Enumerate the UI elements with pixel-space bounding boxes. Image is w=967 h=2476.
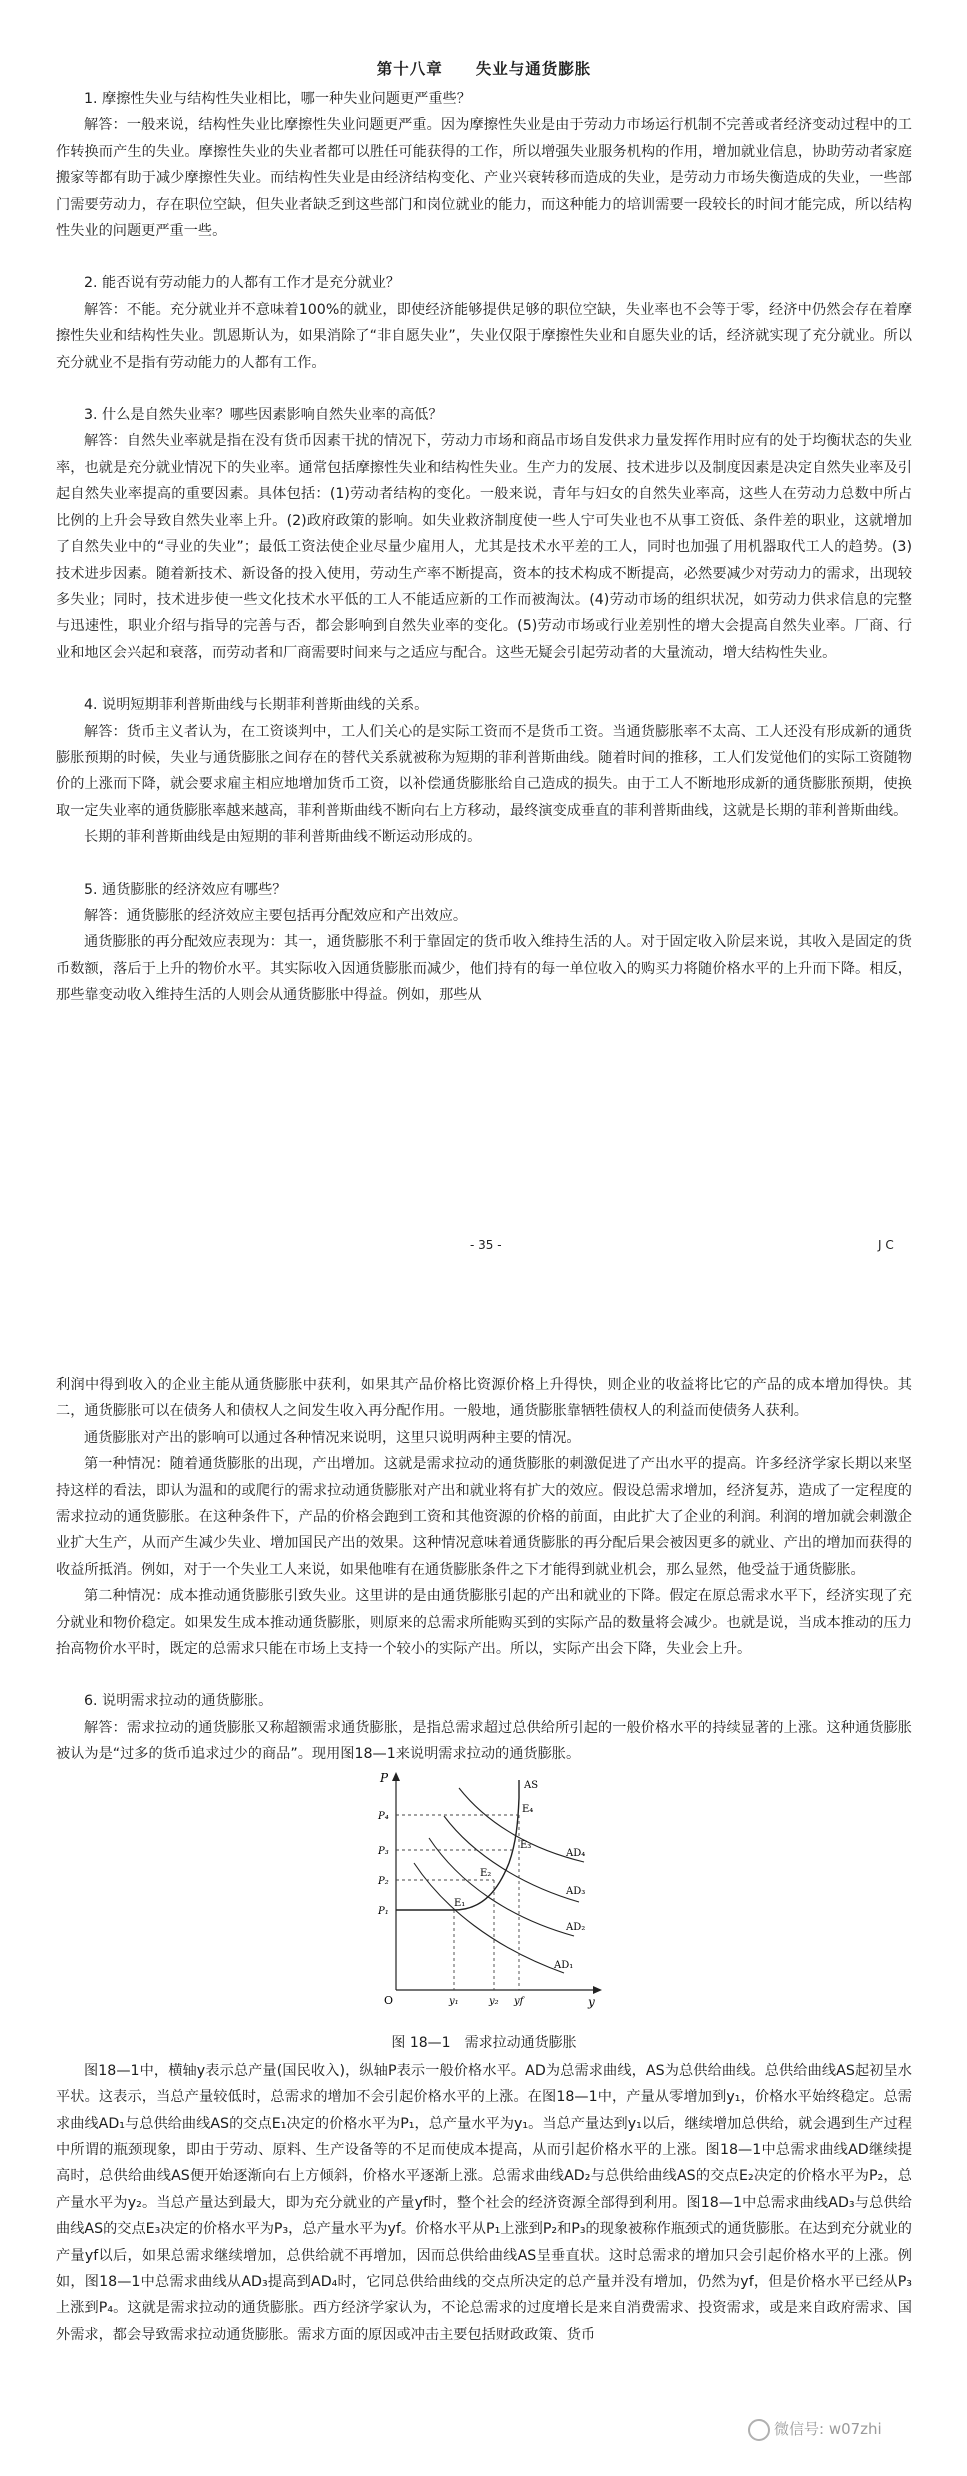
p3-label: P₃ (378, 1845, 389, 1857)
answer-5-redistribution: 通货膨胀的再分配效应表现为：其一，通货膨胀不利于靠固定的货币收入维持生活的人。对于固定收入阶层来说，其收入是固定的货币数额，落后于上升的物价水平。其实际收入因通货膨胀而减少，他们持有的每一单位收入的购买力将随价格水平的上升而下降。相反，那些靠变动收入维持生活的人则会从通货膨胀中得益。例如，那些从 (56, 934, 912, 1004)
ad1-label: AD₁ (554, 1959, 574, 1971)
p1-label: P₁ (378, 1905, 389, 1917)
e2-label: E₂ (480, 1867, 492, 1879)
y1-label: y₁ (449, 1995, 459, 2007)
question-4: 4. 说明短期菲利普斯曲线与长期菲利普斯曲线的关系。 (84, 697, 429, 714)
as-label: AS (524, 1779, 539, 1791)
answer-4-conclusion: 长期的菲利普斯曲线是由短期的菲利普斯曲线不断运动形成的。 (84, 829, 482, 846)
question-3: 3. 什么是自然失业率？哪些因素影响自然失业率的高低？ (84, 407, 443, 424)
question-2: 2. 能否说有劳动能力的人都有工作才是充分就业？ (84, 275, 400, 292)
y-axis-label: P (380, 1770, 389, 1785)
figure-caption: 图 18—1 需求拉动通货膨胀 (391, 2034, 577, 2051)
x-axis-arrow (593, 1986, 602, 1994)
question-6: 6. 说明需求拉动的通货膨胀。 (84, 1693, 273, 1710)
page-two (0, 1352, 967, 2476)
answer-5-continued: 利润中得到收入的企业主能从通货膨胀中获利，如果其产品价格比资源价格上升得快，则企业的收益将比它的产品的成本增加得快。其二，通货膨胀可以在债务人和债权人之间发生收入再分配作用。一般地，通货膨胀靠牺牲债权人的利益而使债务人获利。 (56, 1377, 912, 1420)
footer-mark: J C (878, 1238, 894, 1252)
answer-2: 解答：不能。充分就业并不意味着100%的就业，即使经济能够提供足够的职位空缺，失业率也不会等于零，经济中仍然会存在着摩擦性失业和结构性失业。凯恩斯认为，如果消除了“非自愿失业”，失业仅限于摩擦性失业和自愿失业的话，经济就实现了充分就业。所以充分就业不是指有劳动能力的人都有工作。 (56, 301, 912, 371)
answer-6-explanation: 图18—1中，横轴y表示总产量(国民收入)，纵轴P表示一般价格水平。AD为总需求曲线，AS为总供给曲线。总供给曲线AS起初呈水平状。这表示，当总产量较低时，总需求的增加不会引起价格水平的上涨。在图18—1中，产量从零增加到y₁，价格水平始终稳定。总需求曲线AD₁与总供给曲线AS的交点E₁决定的价格水平为P₁，总产量水平为y₁。当总产量达到y₁以后，继续增加总供给，就会遇到生产过程中所谓的瓶颈现象，即由于劳动、原料、生产设备等的不足而使成本提高，从而引起价格水平的上涨。图18—1中总需求曲线AD继续提高时，总供给曲线AS便开始逐渐向右上方倾斜，价格水平逐渐上涨。总需求曲线AD₂与总供给曲线AS的交点E₂决定的价格水平为P₂，总产量水平为y₂。当总产量达到最大，即为充分就业的产量yf时，整个社会的经济资源全部得到利用。图18—1中总需求曲线AD₃与总供给曲线AS的交点E₃决定的价格水平为P₃，总产量水平为yf。价格水平从P₁上涨到P₂和P₃的现象被称作瓶颈式的通货膨胀。在达到充分就业的产量yf以后，如果总需求继续增加，总供给就不再增加，因而总供给曲线AS呈垂直状。这时总需求的增加只会引起价格水平的上涨。例如，图18—1中总需求曲线从AD₃提高到AD₄时，它同总供给曲线的交点所决定的总产量并没有增加，仍然为yf，但是价格水平已经从P₃上涨到P₄。这就是需求拉动的通货膨胀。西方经济学家认为，不论总需求的过度增长是来自消费需求、投资需求，或是来自政府需求、国外需求，都会导致需求拉动通货膨胀。需求方面的原因或冲击主要包括财政政策、货币 (56, 2062, 912, 2343)
question-5: 5. 通货膨胀的经济效应有哪些？ (84, 881, 287, 898)
ad1-curve (414, 1863, 564, 1973)
e1-label: E₁ (454, 1897, 466, 1909)
ad4-label: AD₄ (566, 1847, 586, 1859)
output-effect-case-1: 第一种情况：随着通货膨胀的出现，产出增加。这就是需求拉动的通货膨胀的刺激促进了产出水平的提高。许多经济学家长期以来坚持这样的看法，即认为温和的或爬行的需求拉动通货膨胀对产出和就业将有扩大的效应。假设总需求增加，经济复苏，造成了一定程度的需求拉动的通货膨胀。在这种条件下，产品的价格会跑到工资和其他资源的价格的前面，由此扩大了企业的利润。利润的增加就会刺激企业扩大生产，从而产生减少失业、增加国民产出的效果。这种情况意味着通货膨胀的再分配后果会被因更多的就业、产出的增加而获得的收益所抵消。例如，对于一个失业工人来说，如果他唯有在通货膨胀条件之下才能得到就业机会，那么显然，他受益于通货膨胀。 (56, 1456, 912, 1578)
figure-18-1 (56, 1768, 912, 2058)
aggregate-supply-curve (396, 1780, 519, 1910)
page-number: - 35 - (470, 1238, 502, 1252)
e3-label: E₃ (520, 1839, 532, 1851)
ad3-label: AD₃ (566, 1885, 586, 1897)
y2-label: y₂ (489, 1995, 499, 2007)
page-two-content (56, 1372, 912, 2348)
yf-label: yf (514, 1995, 524, 2007)
wechat-watermark (748, 2418, 882, 2441)
e4-label: E₄ (522, 1803, 534, 1815)
watermark-text: 微信号: w07zhi (774, 2420, 882, 2438)
p2-label: P₂ (378, 1875, 389, 1887)
chapter-title: 第十八章 失业与通货膨胀 (376, 60, 592, 78)
page-one-content (56, 56, 912, 1009)
x-axis-label: y (588, 1994, 595, 2009)
answer-6: 解答：需求拉动的通货膨胀又称超额需求通货膨胀，是指总需求超过总供给所引起的一般价格水平的持续显著的上涨。这种通货膨胀被认为是“过多的货币追求过少的商品”。现用图18—1来说明需求拉动的通货膨胀。 (56, 1719, 912, 1763)
output-effect-case-2: 第二种情况：成本推动通货膨胀引致失业。这里讲的是由通货膨胀引起的产出和就业的下降。假定在原总需求水平下，经济实现了充分就业和物价稳定。如果发生成本推动通货膨胀，则原来的总需求所能购买到的实际产品的数量将会减少。也就是说，当成本推动的压力抬高物价水平时，既定的总需求只能在市场上支持一个较小的实际产出。所以，实际产出会下降，失业会上升。 (56, 1588, 912, 1658)
page-gap (0, 1300, 967, 1352)
y-axis-arrow (392, 1772, 400, 1781)
answer-5: 解答：通货膨胀的经济效应主要包括再分配效应和产出效应。 (84, 907, 468, 924)
answer-1: 解答：一般来说，结构性失业比摩擦性失业问题更严重。因为摩擦性失业是由于劳动力市场运行机制不完善或者经济变动过程中的工作转换而产生的失业。摩擦性失业的失业者都可以胜任可能获得的工作，所以增强失业服务机构的作用，增加就业信息，协助劳动者家庭搬家等都有助于减少摩擦性失业。而结构性失业是由经济结构变化、产业兴衰转移而造成的失业，是劳动力市场失衡造成的失业，一些部门需要劳动力，存在职位空缺，但失业者缺乏到这些部门和岗位就业的能力，而这种能力的培训需要一段较长的时间才能完成，所以结构性失业的问题更严重一些。 (56, 117, 912, 240)
demand-pull-diagram (374, 1768, 604, 2030)
ad3-curve (444, 1816, 579, 1902)
output-effect-intro: 通货膨胀对产出的影响可以通过各种情况来说明，这里只说明两种主要的情况。 (84, 1429, 581, 1446)
wechat-icon (748, 2419, 770, 2441)
question-1: 1. 摩擦性失业与结构性失业相比，哪一种失业问题更严重些？ (84, 91, 471, 107)
origin-label: O (384, 1993, 394, 2007)
answer-3: 解答：自然失业率就是指在没有货币因素干扰的情况下，劳动力市场和商品市场自发供求力量发挥作用时应有的处于均衡状态的失业率，也就是充分就业情况下的失业率。通常包括摩擦性失业和结构性失业。生产力的发展、技术进步以及制度因素是决定自然失业率及引起自然失业率提高的重要因素。具体包括：(1)劳动者结构的变化。一般来说，青年与妇女的自然失业率高，这些人在劳动力总数中所占比例的上升会导致自然失业率上升。(2)政府政策的影响。如失业救济制度使一些人宁可失业也不从事工资低、条件差的职业，这就增加了自然失业中的“寻业的失业”；最低工资法使企业尽量少雇用人，尤其是技术水平差的工人，同时也加强了用机器取代工人的趋势。(3)技术进步因素。随着新技术、新设备的投入使用，劳动生产率不断提高，资本的技术构成不断提高，必然要减少对劳动力的需求，出现较多失业；同时，技术进步使一些文化技术水平低的工人不能适应新的工作而被淘汰。(4)劳动市场的组织状况，如劳动力供求信息的完整与迅速性，职业介绍与指导的完善与否，都会影响到自然失业率的变化。(5)劳动市场或行业差别性的增大会提高自然失业率。厂商、行业和地区会兴起和衰落，而劳动者和厂商需要时间来与之适应与配合。这些无疑会引起劳动者的大量流动，增大结构性失业。 (56, 433, 912, 661)
p4-label: P₄ (378, 1810, 389, 1822)
answer-4: 解答：货币主义者认为，在工资谈判中，工人们关心的是实际工资而不是货币工资。当通货膨胀率不太高、工人还没有形成新的通货膨胀预期的时候，失业与通货膨胀之间存在的替代关系就被称为短期的菲利普斯曲线。随着时间的推移，工人们发觉他们的实际工资随物价的上涨而下降，就会要求雇主相应地增加货币工资，以补偿通货膨胀给自己造成的损失。由于工人不断地形成新的通货膨胀预期，使换取一定失业率的通货膨胀率越来越高，菲利普斯曲线不断向右上方移动，最终演变成垂直的菲利普斯曲线，这就是长期的菲利普斯曲线。 (56, 723, 912, 819)
ad2-label: AD₂ (566, 1921, 586, 1933)
